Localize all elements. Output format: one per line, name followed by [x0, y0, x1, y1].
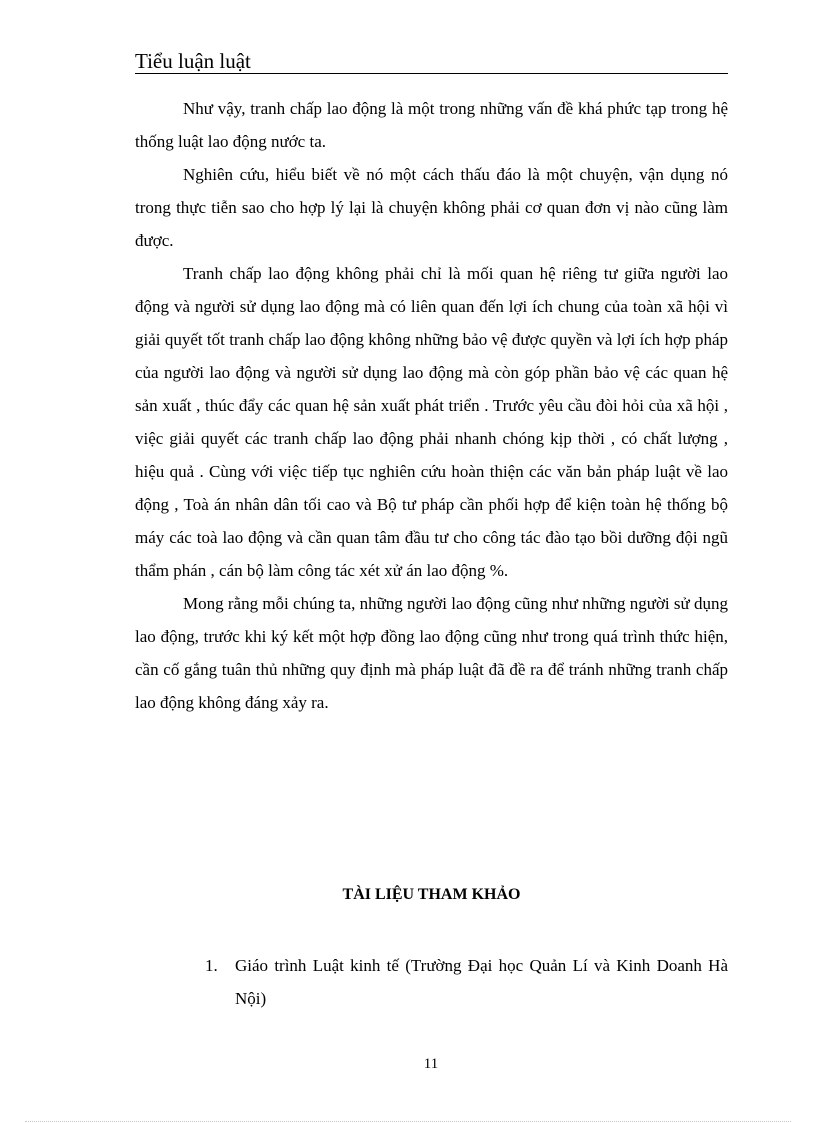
reference-text: Giáo trình Luật kinh tế (Trường Đại học Quản Lí và Kinh Doanh Hà Nội) — [235, 956, 728, 1008]
page-bottom-divider — [25, 1121, 791, 1122]
page-number: 11 — [423, 1056, 439, 1072]
paragraph-4: Mong rằng mỗi chúng ta, những người lao động cũng như những người sử dụng lao động, trước khi ký kết một hợp đồng lao động cũng như trong quá trình thức hiện, cần cố gắng tuân thủ những quy định mà pháp luật đã đề ra để tránh những tranh chấp lao động không đáng xảy ra. — [135, 594, 728, 712]
body-text — [135, 92, 728, 719]
paragraph-3: Tranh chấp lao động không phải chỉ là mối quan hệ riêng tư giữa người lao động và người sử dụng lao động mà có liên quan đến lợi ích chung của toàn xã hội vì giải quyết tốt tranh chấp lao động không những bảo vệ được quyền và lợi ích hợp pháp của người lao động và người sử dụng lao động mà còn góp phần bảo vệ các quan hệ sản xuất , thúc đẩy các quan hệ sản xuất phát triển . Trước yêu cầu đòi hỏi của xã hội , việc giải quyết các tranh chấp lao động phải nhanh chóng kịp thời , có chất lượng , hiệu quả . Cùng với việc tiếp tục nghiên cứu hoàn thiện các văn bản pháp luật về lao động , Toà án nhân dân tối cao và Bộ tư pháp cần phối hợp để kiện toàn hệ thống bộ máy các toà lao động và cần quan tâm đầu tư cho công tác đào tạo bồi dưỡng đội ngũ thẩm phán , cán bộ làm công tác xét xử án lao động %. — [135, 264, 728, 580]
reference-number: 1. — [205, 956, 218, 975]
paragraph-1: Như vậy, tranh chấp lao động là một trong những vấn đề khá phức tạp trong hệ thống luật lao động nước ta. — [135, 99, 728, 151]
references-list — [205, 949, 728, 1015]
paragraph-2: Nghiên cứu, hiểu biết về nó một cách thấu đáo là một chuyện, vận dụng nó trong thực tiễn sao cho hợp lý lại là chuyện không phải cơ quan đơn vị nào cũng làm được. — [135, 165, 728, 250]
reference-item — [205, 949, 728, 1015]
references-heading: TÀI LIỆU THAM KHẢO — [342, 886, 521, 903]
page-header-title: Tiểu luận luật — [135, 48, 728, 74]
